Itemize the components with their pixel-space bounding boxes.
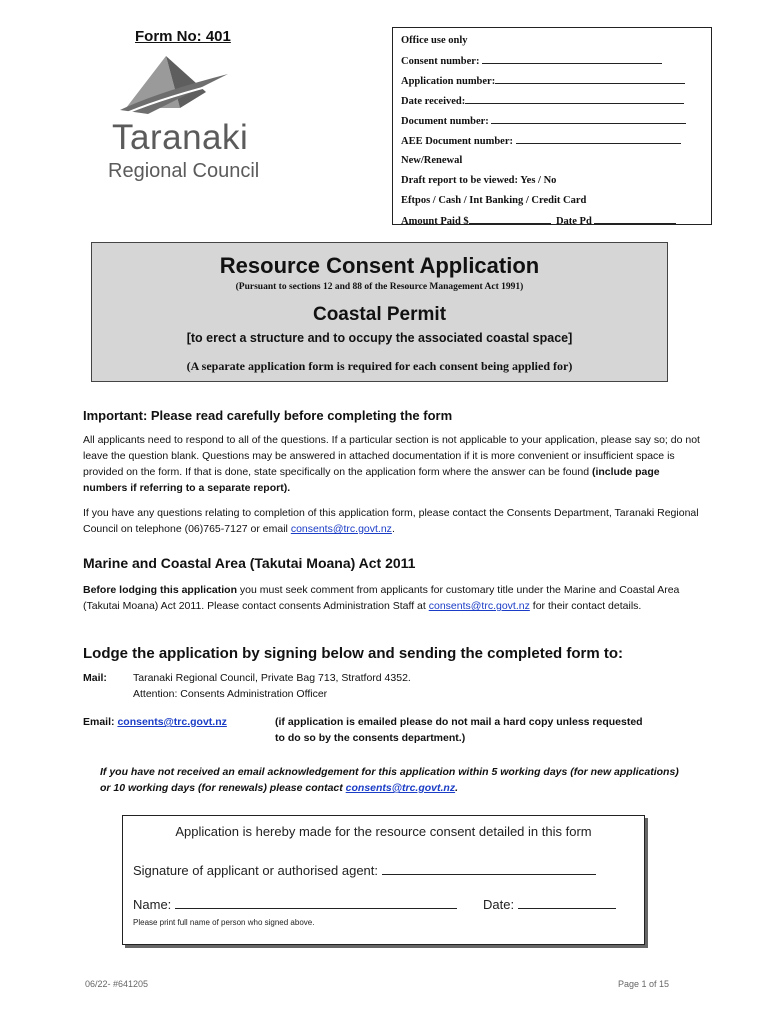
lodge-heading: Lodge the application by signing below and sending the completed form to:: [83, 645, 624, 662]
office-field-new-renewal: New/Renewal: [401, 155, 463, 166]
signature-field[interactable]: Signature of applicant or authorised agent:: [133, 862, 596, 878]
logo-name-line2: Regional Council: [108, 160, 260, 182]
marine-paragraph: Before lodging this application you must seek comment from applicants for customary title under the Marine and Coastal Area (Takutai Moana) Act 2011. Please contact consents Administration Staff at consents@trc.govt.nz for their contact details.: [83, 584, 680, 612]
office-field-date-received: Date received:: [401, 93, 711, 113]
permit-type: Coastal Permit: [312, 304, 447, 325]
instructions-paragraph: All applicants need to respond to all of the questions. If a particular section is not applicable to your application, please say so; do not leave the question blank. Questions may be answered in attached documentation if it is more convenient or insufficient space is provided on the form. If that is done, state specifically on the application form where the answer can be found (include page numbers if referring to a separate report).: [83, 434, 700, 494]
office-field-payment-method: Eftpos / Cash / Int Banking / Credit Card: [401, 195, 587, 206]
acknowledgement-email-link[interactable]: consents@trc.govt.nz: [345, 782, 456, 794]
office-use-box: [392, 27, 712, 225]
office-field-draft-report: Draft report to be viewed: Yes / No: [401, 175, 557, 186]
title-box: [91, 242, 668, 382]
office-use-heading: Office use only: [401, 35, 468, 46]
permit-description: [to erect a structure and to occupy the associated coastal space]: [186, 331, 573, 345]
document-reference: 06/22- #641205: [85, 979, 149, 989]
email-row: Email: consents@trc.govt.nz: [83, 716, 227, 728]
office-field-application-number: Application number:: [401, 73, 711, 93]
declaration-box: [122, 815, 645, 945]
taranaki-logo-icon: [118, 52, 230, 118]
email-note: (if application is emailed please do not mail a hard copy unless requested to do so by the consents department.): [275, 716, 643, 744]
office-field-aee-document-number: AEE Document number:: [401, 133, 711, 153]
contact-email-link[interactable]: consents@trc.govt.nz: [290, 523, 392, 535]
page-title: Resource Consent Application: [219, 253, 540, 278]
office-field-amount-paid: Amount Paid $ Date Pd: [401, 213, 711, 233]
acknowledgement-note: If you have not received an email acknowledgement for this application within 5 working days (for new applications) or 10 working days (for renewals) please contact consents@trc.govt.nz.: [100, 766, 679, 794]
logo-name-line1: Taranaki: [112, 118, 249, 157]
name-field[interactable]: Name:: [133, 896, 457, 912]
separate-form-note: (A separate application form is required for each consent being applied for): [186, 359, 573, 373]
important-heading: Important: Please read carefully before completing the form: [83, 408, 453, 423]
office-field-document-number: Document number:: [401, 113, 711, 133]
title-subtitle: (Pursuant to sections 12 and 88 of the Resource Management Act 1991): [235, 282, 524, 292]
mail-label: Mail:: [83, 672, 107, 684]
office-field-consent-number: Consent number:: [401, 53, 711, 73]
date-field[interactable]: Date:: [483, 896, 616, 912]
lodge-email-link[interactable]: consents@trc.govt.nz: [117, 716, 227, 728]
print-name-note: Please print full name of person who signed above.: [133, 918, 315, 927]
mail-address-line2: Attention: Consents Administration Officer: [133, 688, 328, 700]
marine-heading: Marine and Coastal Area (Takutai Moana) Act 2011: [83, 555, 416, 571]
form-number: Form No: 401: [135, 28, 231, 45]
declaration-heading: Application is hereby made for the resource consent detailed in this form: [175, 824, 592, 839]
mail-address-line1: Taranaki Regional Council, Private Bag 713, Stratford 4352.: [133, 672, 411, 684]
marine-email-link[interactable]: consents@trc.govt.nz: [428, 600, 530, 612]
page-number: Page 1 of 15: [618, 979, 670, 989]
contact-paragraph: If you have any questions relating to completion of this application form, please contact the Consents Department, Taranaki Regional Council on telephone (06)765-7127 or email consents@trc.govt.nz.: [83, 507, 699, 535]
